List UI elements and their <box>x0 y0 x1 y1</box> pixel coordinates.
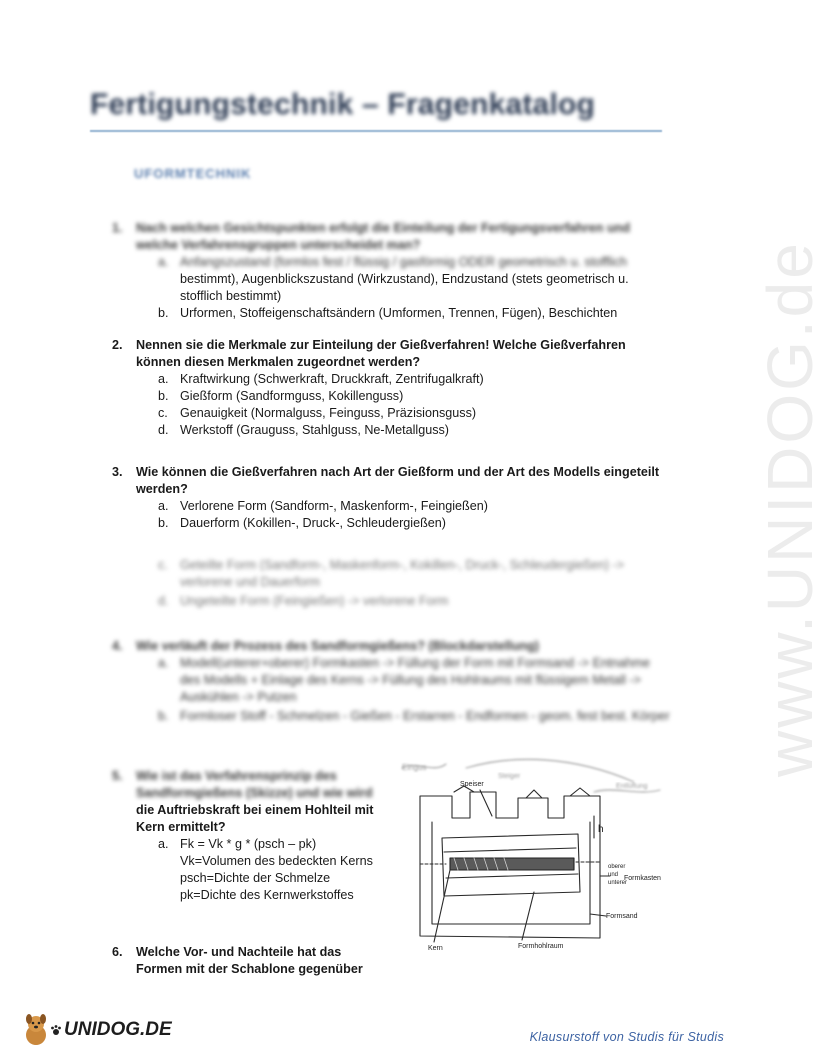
question-line: Wie ist das Verfahrensprinzip des <box>136 769 337 783</box>
answer-text: Gießform (Sandformguss, Kokillenguss) <box>180 389 404 403</box>
dog-icon <box>22 1013 50 1047</box>
answer-line: stofflich bestimmt) <box>180 289 282 303</box>
answer-text: Geteilte Form (Sandform-, Maskenform-, Kokillen-, Druck-, Schleudergießen) -> verlorene und Dauerform <box>180 558 625 589</box>
answer-letter: c. <box>158 406 168 420</box>
question-text: Wie verläuft der Prozess des Sandformgießens? (Blockdarstellung) <box>136 639 539 653</box>
answer-item <box>112 405 672 422</box>
answer-text: Ungeteilte Form (Feingießen) -> verlorene Form <box>180 594 449 608</box>
question-line: Formen mit der Schablone gegenüber <box>136 962 363 976</box>
answer-item <box>112 305 672 322</box>
answer-list-blurred <box>112 557 672 610</box>
top-right-blocks <box>496 796 600 818</box>
answer-list <box>112 498 672 532</box>
question-number: 5. <box>112 769 123 783</box>
answer-letter: a. <box>158 837 169 851</box>
answer-letter: a. <box>158 656 169 670</box>
answer-text: Werkstoff (Grauguss, Stahlguss, Ne-Metallguss) <box>180 423 450 437</box>
question-number: 4. <box>112 639 123 653</box>
arc-scribble <box>466 759 634 782</box>
question-text: Nennen sie die Merkmale zur Einteilung der Gießverfahren! Welche Gießverfahren können diesen Merkmalen zugeordnet werden? <box>136 338 626 369</box>
answer-line: Anfangszustand (formlos fest / flüssig / gasförmig ODER geometrisch u. stofflich <box>180 255 628 269</box>
label-speiser: Speiser <box>460 781 484 788</box>
paw-icon <box>50 1024 62 1036</box>
label-h: h <box>598 824 604 835</box>
label-und: und <box>608 872 619 878</box>
question-text: Nach welchen Gesichtspunkten erfolgt die Einteilung der Fertigungsverfahren und welche Verfahrensgruppen unterscheidet man? <box>136 221 631 252</box>
label-entlueftung: Entlüftung <box>616 783 648 790</box>
mould-outer <box>420 808 600 938</box>
answer-letter: a. <box>158 372 169 386</box>
answer-item <box>112 557 672 591</box>
question-2 <box>112 337 672 439</box>
question-line: die Auftriebskraft bei einem Hohlteil mit <box>136 803 374 817</box>
footer-tagline: Klausurstoff von Studis für Studis <box>529 1030 724 1044</box>
answer-item <box>112 593 672 610</box>
entlueftung-scribble <box>594 790 660 792</box>
answer-letter: b. <box>158 306 169 320</box>
question-line: Sandformgießens (Skizze) und wie wird <box>136 786 373 800</box>
formhohlraum-pointer <box>522 892 534 940</box>
label-kern: Kern <box>428 945 443 952</box>
answer-item <box>112 371 672 388</box>
question-4 <box>112 638 672 725</box>
definition: psch=Dichte der Schmelze <box>180 871 331 885</box>
answer-item <box>112 515 672 532</box>
definition: Vk=Volumen des bedeckten Kerns <box>180 854 373 868</box>
answer-letter: d. <box>158 594 169 608</box>
answer-text: Genauigkeit (Normalguss, Feinguss, Präzisionsguss) <box>180 406 477 420</box>
answer-item <box>112 655 672 706</box>
question-number: 2. <box>112 338 123 352</box>
question-number: 1. <box>112 221 123 235</box>
answer-list <box>112 254 672 322</box>
question-line: Welche Vor- und Nachteile hat das <box>136 945 342 959</box>
question-6 <box>112 944 392 978</box>
section-heading: UFORMTECHNIK <box>134 166 252 181</box>
question-text <box>136 944 392 978</box>
answer-item <box>112 708 672 725</box>
page-title: Fertigungstechnik – Fragenkatalog <box>90 88 596 121</box>
answer-letter: a. <box>158 499 169 513</box>
answer-letter: b. <box>158 389 169 403</box>
question-5 <box>112 768 392 904</box>
answer-text: Dauerform (Kokillen-, Druck-, Schleudergießen) <box>180 516 446 530</box>
answer-item <box>112 254 672 305</box>
answer-item <box>112 388 672 405</box>
question-text <box>136 768 392 836</box>
answer-item <box>112 836 392 904</box>
answer-line: bestimmt), Augenblickszustand (Wirkzustand), Endzustand (stets geometrisch u. <box>180 272 629 286</box>
answer-list <box>112 836 392 904</box>
answer-letter: a. <box>158 255 169 269</box>
answer-item <box>112 498 672 515</box>
label-formsand: Formsand <box>606 913 638 920</box>
speiser-pointer <box>480 790 492 816</box>
answer-text: Modell(unterer+oberer) Formkasten -> Füllung der Form mit Formsand -> Entnahme des Modells + Einlage des Kerns -> Füllung des Hohlraums mit flüssigem Metall -> Auskühlen -> Putzen <box>180 656 650 704</box>
unidog-logo <box>22 1012 172 1048</box>
definition: pk=Dichte des Kernwerkstoffes <box>180 888 354 902</box>
label-oberer: oberer <box>608 864 626 870</box>
logo-text: UNIDOG.DE <box>64 1019 172 1040</box>
answer-list <box>112 371 672 439</box>
formsand-pointer <box>590 914 606 916</box>
question-line: Kern ermittelt? <box>136 820 226 834</box>
answer-item <box>112 422 672 439</box>
label-formkasten: Formkasten <box>624 875 661 882</box>
title-underline <box>90 130 662 132</box>
sand-casting-sketch <box>394 756 664 952</box>
answer-letter: c. <box>158 558 168 572</box>
label-steiger: Steiger <box>498 773 521 780</box>
question-text: Wie können die Gießverfahren nach Art der Gießform und der Art des Modells eingeteilt werden? <box>136 465 660 496</box>
answer-text: Urformen, Stoffeigenschaftsändern (Umformen, Trennen, Fügen), Beschichten <box>180 306 618 320</box>
answer-list <box>112 655 672 725</box>
top-left-blocks <box>420 792 496 818</box>
answer-text: Formloser Stoff - Schmelzen - Gießen - Erstarren - Endformen - geom. fest best. Körper <box>180 709 670 723</box>
label-einguss: Eingus <box>402 763 427 772</box>
label-formhohlraum: Formhohlraum <box>518 943 564 950</box>
answer-text: Verlorene Form (Sandform-, Maskenform-, Feingießen) <box>180 499 488 513</box>
answer-letter: b. <box>158 709 169 723</box>
label-unterer: unterer <box>608 880 628 886</box>
question-3 <box>112 464 672 610</box>
question-1 <box>112 220 672 322</box>
formula: Fk = Vk * g * (psch – pk) <box>180 837 317 851</box>
answer-letter: d. <box>158 423 169 437</box>
core <box>450 858 574 870</box>
question-number: 6. <box>112 945 123 959</box>
answer-text: Kraftwirkung (Schwerkraft, Druckkraft, Zentrifugalkraft) <box>180 372 484 386</box>
watermark: www.UNIDOG.de <box>754 240 826 777</box>
answer-letter: b. <box>158 516 169 530</box>
kern-pointer <box>434 870 450 942</box>
question-number: 3. <box>112 465 123 479</box>
